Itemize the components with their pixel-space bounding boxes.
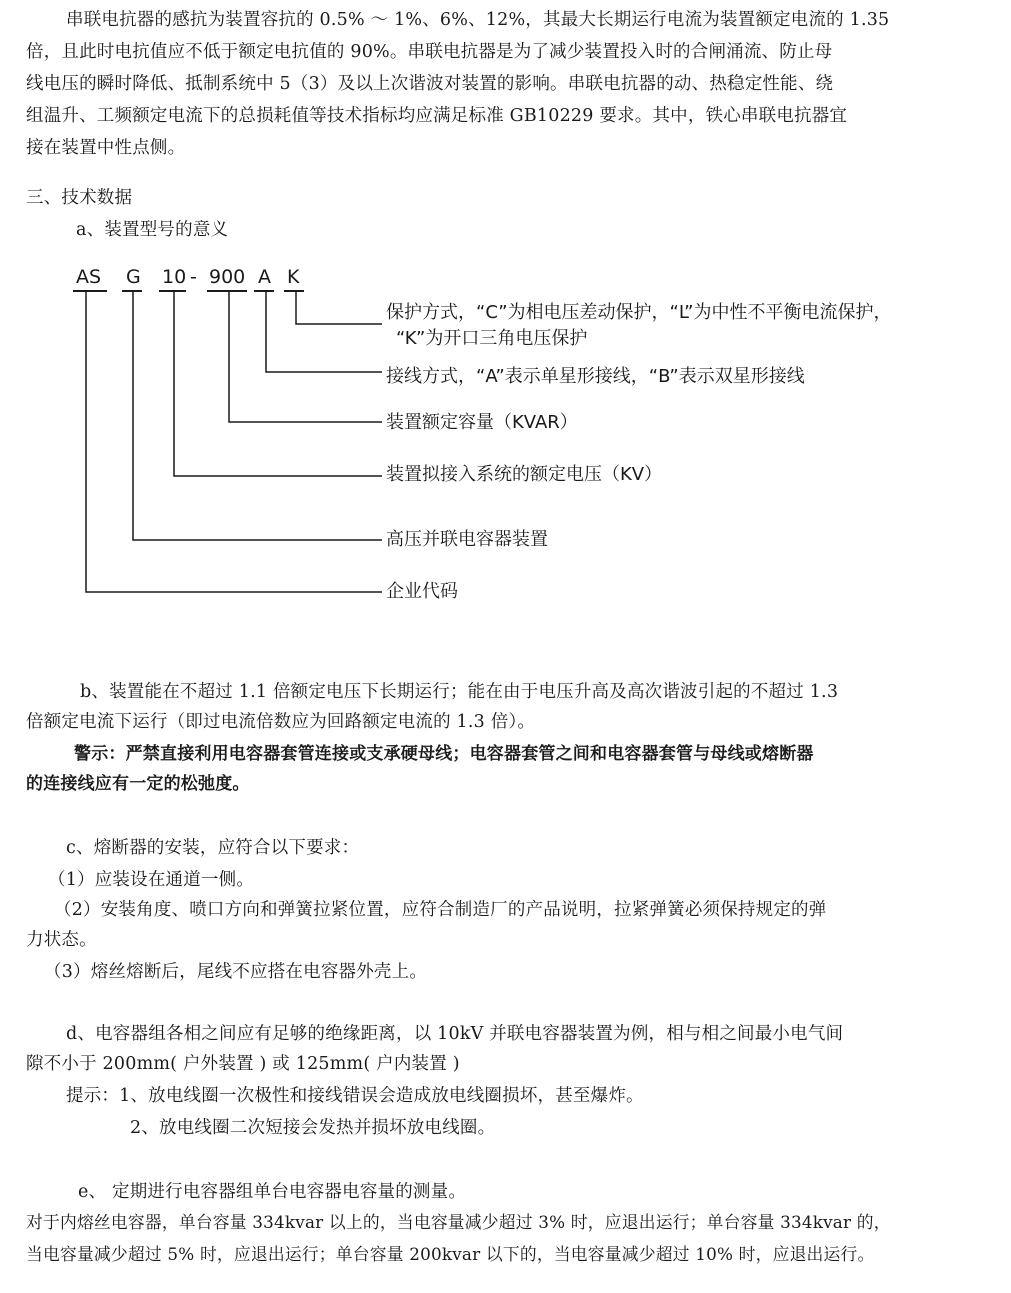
item-c-heading: c、熔断器的安装，应符合以下要求： xyxy=(66,838,360,858)
subsection-a-heading: a、装置型号的意义 xyxy=(76,220,229,240)
label-device-type: 高压并联电容器装置 xyxy=(386,529,548,550)
code-part-10: 10 xyxy=(162,266,187,288)
intro-line-4: 组温升、工频额定电流下的总损耗值等技术指标均应满足标准 GB10229 要求。其中，铁心串联电抗器宜 xyxy=(26,106,848,126)
code-part-dash: - xyxy=(190,266,197,288)
item-e-line-2: 当电容量减少超过 5% 时，应退出运行；单台容量 200kvar 以下的，当电容量减少超过 10% 时，应退出运行。 xyxy=(26,1244,875,1264)
code-part-900: 900 xyxy=(209,266,246,288)
warning-line-2: 的连接线应有一定的松弛度。 xyxy=(26,774,250,794)
item-c-req-1: （1）应装设在通道一侧。 xyxy=(48,870,255,890)
leader-line-as xyxy=(86,292,382,592)
code-part-g: G xyxy=(126,266,141,288)
code-part-a: A xyxy=(258,266,271,288)
leader-line-k xyxy=(296,292,382,324)
code-part-as: AS xyxy=(76,266,102,288)
item-d-line-2: 隙不小于 200mm( 户外装置 ) 或 125mm( 户内装置 ) xyxy=(26,1054,460,1074)
warning-line-1: 警示：严禁直接利用电容器套管连接或支承硬母线；电容器套管之间和电容器套管与母线或熔断器 xyxy=(74,744,814,764)
leader-line-a xyxy=(266,292,382,372)
item-e-line-1: 对于内熔丝电容器，单台容量 334kvar 以上的，当电容量减少超过 3% 时，应退出运行；单台容量 334kvar 的， xyxy=(26,1212,891,1232)
section-heading: 三、技术数据 xyxy=(26,188,133,208)
label-protection-mode: 保护方式，“C”为相电压差动保护，“L”为中性不平衡电流保护， xyxy=(386,302,892,323)
label-protection-mode-cont: “K”为开口三角电压保护 xyxy=(396,328,588,349)
leader-line-voltage xyxy=(174,292,382,476)
intro-line-5: 接在装置中性点侧。 xyxy=(26,138,186,158)
item-b-line-1: b、装置能在不超过 1.1 倍额定电压下长期运行；能在由于电压升高及高次谐波引起的不超过 1.3 xyxy=(80,682,839,702)
item-e-heading: e、 定期进行电容器组单台电容器电容量的测量。 xyxy=(78,1182,467,1202)
intro-line-1: 串联电抗器的感抗为装置容抗的 0.5% ～ 1%、6%、12%，其最大长期运行电流为装置额定电流的 1.35 xyxy=(66,10,890,30)
code-part-k: K xyxy=(287,266,300,288)
item-d-line-1: d、电容器组各相之间应有足够的绝缘距离，以 10kV 并联电容器装置为例，相与相之间最小电气间 xyxy=(66,1024,844,1044)
intro-line-2: 倍，且此时电抗值应不低于额定电抗值的 90%。串联电抗器是为了减少装置投入时的合闸涌流、防止母 xyxy=(26,42,833,62)
label-rated-voltage: 装置拟接入系统的额定电压（KV） xyxy=(386,464,663,485)
tip-line-2: 2、放电线圈二次短接会发热并损坏放电线圈。 xyxy=(130,1118,496,1138)
item-b-line-2: 倍额定电流下运行（即过电流倍数应为回路额定电流的 1.3 倍）。 xyxy=(26,712,536,732)
tip-line-1: 提示：1、放电线圈一次极性和接线错误会造成放电线圈损坏，甚至爆炸。 xyxy=(66,1086,644,1106)
intro-line-3: 线电压的瞬时降低、抵制系统中 5（3）及以上次谐波对装置的影响。串联电抗器的动、热稳定性能、绕 xyxy=(26,74,834,94)
leader-line-capacity xyxy=(229,292,382,422)
label-company-code: 企业代码 xyxy=(386,581,458,602)
leader-line-g xyxy=(133,292,382,540)
label-wiring-mode: 接线方式，“A”表示单星形接线，“B”表示双星形接线 xyxy=(386,366,805,387)
item-c-req-2-line-1: （2）安装角度、喷口方向和弹簧拉紧位置，应符合制造厂的产品说明，拉紧弹簧必须保持规定的弹 xyxy=(54,900,827,920)
label-rated-capacity: 装置额定容量（KVAR） xyxy=(386,412,578,433)
item-c-req-3: （3）熔丝熔断后，尾线不应搭在电容器外壳上。 xyxy=(44,962,428,982)
item-c-req-2-line-2: 力状态。 xyxy=(26,930,97,950)
